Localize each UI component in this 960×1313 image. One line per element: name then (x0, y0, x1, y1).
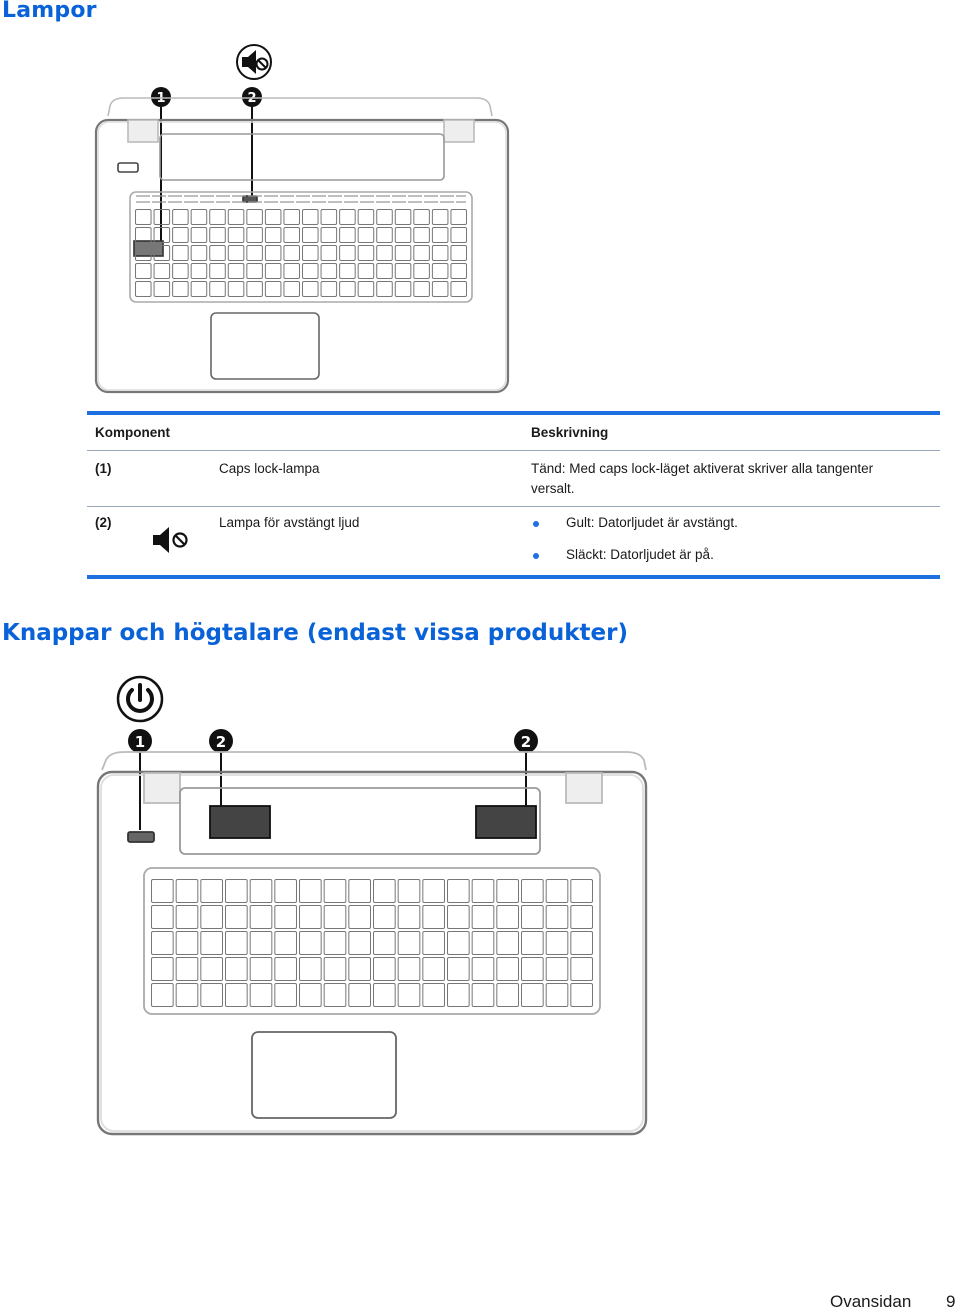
keyboard-key (136, 282, 152, 297)
keyboard-key (228, 264, 244, 279)
keyboard-key (303, 210, 319, 225)
callout-2-right (514, 729, 538, 806)
keyboard-key (522, 932, 544, 955)
keyboard-key (152, 958, 174, 981)
keyboard-key (226, 932, 248, 955)
keyboard-key (173, 210, 189, 225)
keyboard-key (191, 246, 207, 261)
row-1-number: (1) (95, 461, 112, 476)
keyboard-key (321, 210, 337, 225)
keyboard-key-grid (152, 880, 593, 1007)
keyboard-key (451, 264, 467, 279)
svg-text:2: 2 (247, 91, 257, 106)
keyboard-key (414, 210, 430, 225)
callout-2-left (209, 729, 233, 806)
keyboard-key (226, 958, 248, 981)
keyboard-key (358, 246, 374, 261)
keyboard-key (210, 210, 226, 225)
keyboard-key (154, 282, 170, 297)
keyboard-key (448, 984, 470, 1007)
keyboard-key (395, 210, 411, 225)
keyboard-key (176, 984, 198, 1007)
keyboard-key (398, 932, 420, 955)
keyboard-key (136, 210, 152, 225)
keyboard-key (226, 906, 248, 929)
keyboard-key (152, 880, 174, 903)
keyboard-key (472, 932, 494, 955)
keyboard-key (395, 246, 411, 261)
keyboard-key (324, 932, 346, 955)
keyboard-key (324, 984, 346, 1007)
keyboard-key (173, 228, 189, 243)
keyboard-key (250, 958, 272, 981)
keyboard-key (546, 880, 568, 903)
keyboard-key (374, 880, 396, 903)
keyboard-key (432, 264, 448, 279)
keyboard-key (250, 880, 272, 903)
keyboard-key (448, 906, 470, 929)
keyboard-key (210, 246, 226, 261)
row-1-desc-line-2: versalt. (531, 481, 575, 496)
laptop-base (98, 752, 646, 1134)
keyboard-key (522, 880, 544, 903)
section-title-lampor: Lampor (2, 0, 97, 23)
keyboard-key (321, 264, 337, 279)
keyboard-key (414, 264, 430, 279)
keyboard-key (250, 906, 272, 929)
keyboard-key (176, 880, 198, 903)
keyboard-key (340, 228, 356, 243)
power-icon (118, 677, 162, 721)
keyboard-key (448, 932, 470, 955)
keyboard-key (210, 264, 226, 279)
keyboard-key (571, 958, 593, 981)
keyboard-key (201, 880, 223, 903)
keyboard-key (472, 958, 494, 981)
keyboard-key (423, 932, 445, 955)
keyboard-key (247, 228, 263, 243)
keyboard-key (340, 282, 356, 297)
keyboard-key (228, 228, 244, 243)
keyboard-key (398, 958, 420, 981)
keyboard-key (349, 958, 371, 981)
keyboard-key (423, 880, 445, 903)
keyboard-key (340, 210, 356, 225)
svg-text:1: 1 (134, 733, 146, 751)
keyboard-key (395, 264, 411, 279)
bullet (533, 521, 539, 527)
keyboard-key (250, 984, 272, 1007)
keyboard-key (275, 906, 297, 929)
keyboard-key (303, 228, 319, 243)
keyboard-key (191, 210, 207, 225)
table-row-rule (87, 506, 940, 507)
keyboard-key (284, 210, 300, 225)
keyboard-key (472, 880, 494, 903)
header-description: Beskrivning (531, 425, 609, 440)
keyboard-key (173, 282, 189, 297)
keyboard-key (191, 282, 207, 297)
section-title-knappar: Knappar och högtalare (endast vissa produkter) (2, 620, 628, 646)
keyboard-key (284, 264, 300, 279)
keyboard-key (176, 906, 198, 929)
laptop-lights-figure (80, 36, 520, 406)
keyboard-key (423, 984, 445, 1007)
table-top-rule (87, 411, 940, 415)
keyboard-key (324, 880, 346, 903)
svg-text:2: 2 (520, 733, 532, 751)
keyboard-key (303, 282, 319, 297)
keyboard-key (275, 932, 297, 955)
keyboard-key (247, 282, 263, 297)
keyboard-key (303, 246, 319, 261)
keyboard-key (226, 984, 248, 1007)
mute-speaker-icon (237, 45, 271, 79)
keyboard-key (265, 210, 281, 225)
keyboard-key (571, 984, 593, 1007)
keyboard-key (497, 906, 519, 929)
keyboard-key (300, 906, 322, 929)
keyboard-key (152, 984, 174, 1007)
svg-text:1: 1 (156, 91, 166, 106)
keyboard-key (136, 264, 152, 279)
keyboard-key (154, 264, 170, 279)
keyboard-key (284, 282, 300, 297)
keyboard-key-grid (136, 210, 467, 297)
keyboard-key (377, 282, 393, 297)
keyboard-key (228, 210, 244, 225)
keyboard-key (398, 906, 420, 929)
keyboard-key (349, 984, 371, 1007)
lights-table (87, 411, 940, 579)
keyboard-key (451, 246, 467, 261)
keyboard-key (226, 880, 248, 903)
keyboard-key (432, 282, 448, 297)
keyboard-keys (136, 196, 466, 202)
keyboard-key (432, 210, 448, 225)
keyboard-key (173, 246, 189, 261)
keyboard-key (324, 906, 346, 929)
row-2-bullet-2: Släckt: Datorljudet är på. (566, 547, 714, 562)
keyboard-key (432, 246, 448, 261)
keyboard-key (340, 264, 356, 279)
keyboard-key (265, 282, 281, 297)
keyboard-key (451, 228, 467, 243)
keyboard-key (358, 264, 374, 279)
keyboard-key (358, 228, 374, 243)
keyboard-key (423, 958, 445, 981)
row-1-name: Caps lock-lampa (219, 461, 320, 476)
keyboard-key (497, 984, 519, 1007)
keyboard-key (300, 932, 322, 955)
keyboard-key (300, 880, 322, 903)
keyboard-key (191, 228, 207, 243)
keyboard-key (191, 264, 207, 279)
keyboard-key (340, 246, 356, 261)
keyboard-key (210, 228, 226, 243)
keyboard-key (472, 906, 494, 929)
keyboard-key (228, 246, 244, 261)
keyboard-key (522, 958, 544, 981)
keyboard-key (374, 932, 396, 955)
keyboard-key (377, 246, 393, 261)
keyboard-key (571, 880, 593, 903)
keyboard-key (300, 958, 322, 981)
keyboard-key (275, 984, 297, 1007)
keyboard-key (173, 264, 189, 279)
svg-text:2: 2 (215, 733, 227, 751)
keyboard-key (522, 984, 544, 1007)
keyboard-key (571, 906, 593, 929)
keyboard-key (522, 906, 544, 929)
page-number: 9 (946, 1292, 956, 1311)
row-2-number: (2) (95, 515, 112, 530)
keyboard-key (176, 958, 198, 981)
keyboard-key (349, 880, 371, 903)
keyboard-key (377, 210, 393, 225)
keyboard-key (247, 246, 263, 261)
keyboard-key (571, 932, 593, 955)
keyboard-key (546, 984, 568, 1007)
row-2-name: Lampa för avstängt ljud (219, 515, 360, 530)
footer-section-name: Ovansidan (830, 1292, 912, 1311)
callout-2 (242, 87, 262, 198)
keyboard-key (265, 264, 281, 279)
keyboard-key (395, 228, 411, 243)
keyboard-key (324, 958, 346, 981)
keyboard-key (546, 906, 568, 929)
keyboard-key (265, 228, 281, 243)
header-component: Komponent (95, 425, 170, 440)
keyboard-key (250, 932, 272, 955)
keyboard-key (300, 984, 322, 1007)
keyboard-key (284, 246, 300, 261)
keyboard-key (414, 282, 430, 297)
keyboard-key (423, 906, 445, 929)
keyboard-key (152, 932, 174, 955)
mute-speaker-icon (151, 526, 191, 554)
laptop-buttons-speakers-figure (90, 670, 660, 1150)
keyboard-key (451, 282, 467, 297)
keyboard-key (247, 210, 263, 225)
keyboard-key (358, 282, 374, 297)
keyboard-key (546, 932, 568, 955)
keyboard-key (201, 958, 223, 981)
keyboard-key (176, 932, 198, 955)
keyboard-key (321, 282, 337, 297)
keyboard-key (448, 880, 470, 903)
keyboard-key (303, 264, 319, 279)
bullet (533, 553, 539, 559)
keyboard-key (377, 264, 393, 279)
keyboard-key (414, 246, 430, 261)
keyboard-key (374, 958, 396, 981)
keyboard-key (374, 906, 396, 929)
keyboard-key (448, 958, 470, 981)
keyboard-key (432, 228, 448, 243)
keyboard-key (451, 210, 467, 225)
keyboard-key (546, 958, 568, 981)
keyboard-key (395, 282, 411, 297)
keyboard-key (497, 880, 519, 903)
keyboard-key (275, 880, 297, 903)
keyboard-key (275, 958, 297, 981)
keyboard-key (349, 932, 371, 955)
table-header-rule (87, 450, 940, 451)
keyboard-key (201, 984, 223, 1007)
keyboard-key (201, 906, 223, 929)
row-2-bullet-1: Gult: Datorljudet är avstängt. (566, 515, 738, 530)
keyboard-key (349, 906, 371, 929)
keyboard-key (358, 210, 374, 225)
keyboard-key (228, 282, 244, 297)
keyboard-key (210, 282, 226, 297)
table-bottom-rule (87, 575, 940, 579)
keyboard-key (247, 264, 263, 279)
keyboard-key (201, 932, 223, 955)
keyboard-key (497, 932, 519, 955)
keyboard-key (284, 228, 300, 243)
keyboard-key (321, 228, 337, 243)
keyboard-key (414, 228, 430, 243)
keyboard-key (497, 958, 519, 981)
keyboard-key (472, 984, 494, 1007)
keyboard-key (398, 880, 420, 903)
keyboard-key (377, 228, 393, 243)
keyboard-key (321, 246, 337, 261)
keyboard-key (374, 984, 396, 1007)
row-1-desc-line-1: Tänd: Med caps lock-läget aktiverat skriver alla tangenter (531, 461, 874, 476)
keyboard-key (398, 984, 420, 1007)
keyboard-key (152, 906, 174, 929)
keyboard-key (265, 246, 281, 261)
